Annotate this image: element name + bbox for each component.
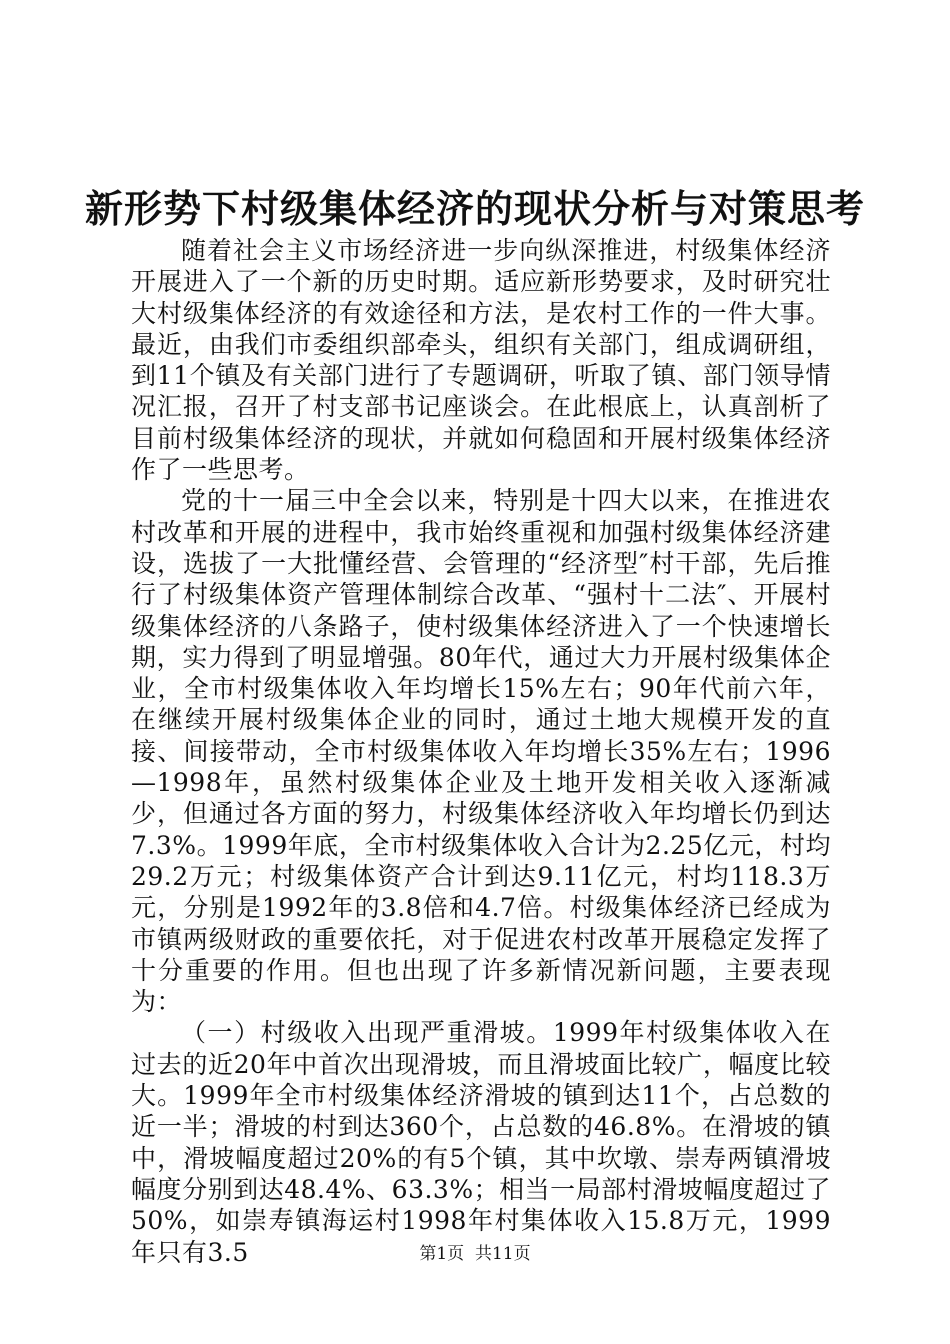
page-footer: 第1页 共11页 (419, 1244, 531, 1264)
document-title: 新形势下村级集体经济的现状分析与对策思考 (84, 187, 865, 231)
paragraph-background: 党的十一届三中全会以来，特别是十四大以来，在推进农村改革和开展的进程中，我市始终重视和加强村级集体经济建设，选拔了一大批懂经营、会管理的“经济型″村干部，先后推行了村级集体资产管理体制综合改革、“强村十二法″、开展村级集体经济的八条路子，使村级集体经济进入了一个快速增长期，实力得到了明显增强。80年代，通过大力开展村级集体企业，全市村级集体收入年均增长15%左右；90年代前六年，在继续开展村级集体企业的同时，通过土地大规模开发的直接、间接带动，全市村级集体收入年均增长35%左右；1996—1998年，虽然村级集体企业及土地开发相关收入逐渐减少，但通过各方面的努力，村级集体经济收入年均增长仍到达7.3%。1999年底，全市村级集体收入合计为2.25亿元，村均29.2万元；村级集体资产合计到达9.11亿元，村均118.3万元，分别是1992年的3.8倍和4.7倍。村级集体经济已经成为市镇两级财政的重要依托，对于促进农村改革开展稳定发挥了十分重要的作用。但也出现了许多新情况新问题，主要表现为： (131, 486, 831, 1017)
document-body (131, 235, 831, 1268)
paragraph-issue-one: （一）村级收入出现严重滑坡。1999年村级集体收入在过去的近20年中首次出现滑坡，而且滑坡面比较广，幅度比较大。1999年全市村级集体经济滑坡的镇到达11个，占总数的近一半；滑坡的村到达360个，占总数的46.8%。在滑坡的镇中，滑坡幅度超过20%的有5个镇，其中坎墩、崇寿两镇滑坡幅度分别到达48.4%、63.3%；相当一局部村滑坡幅度超过了50%，如崇寿镇海运村1998年村集体收入15.8万元，1999年只有3.5 (131, 1018, 831, 1267)
paragraph-intro: 随着社会主义市场经济进一步向纵深推进，村级集体经济开展进入了一个新的历史时期。适应新形势要求，及时研究壮大村级集体经济的有效途径和方法，是农村工作的一件大事。最近，由我们市委组织部牵头，组织有关部门，组成调研组，到11个镇及有关部门进行了专题调研，听取了镇、部门领导情况汇报，召开了村支部书记座谈会。在此根底上，认真剖析了目前村级集体经济的现状，并就如何稳固和开展村级集体经济作了一些思考。 (131, 236, 831, 485)
